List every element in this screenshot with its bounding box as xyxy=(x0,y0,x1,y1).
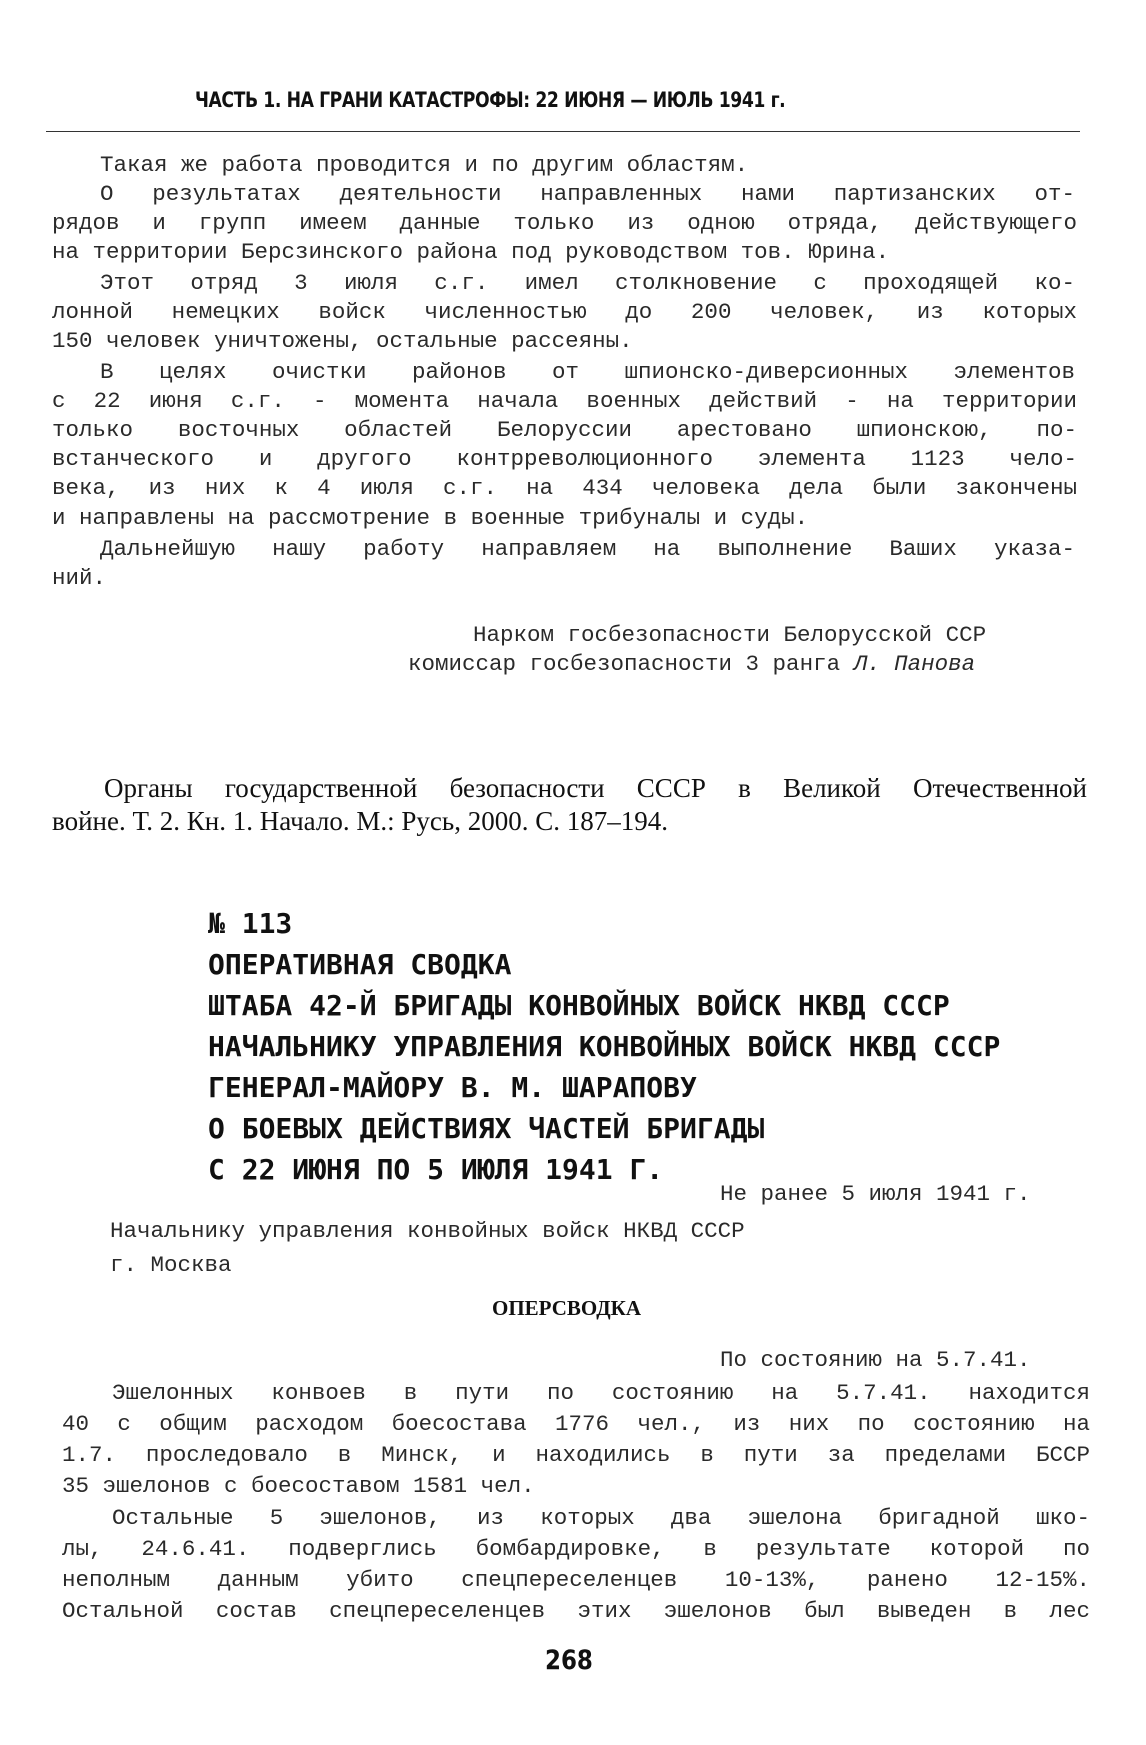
doc2-line: Эшелонных конвоев в пути по состоянию на 5.7.41. находится xyxy=(112,1380,1090,1406)
signature-line-2 xyxy=(408,649,975,679)
doc1-line: Дальнейшую нашу работу направляем на выполнение Ваших указа- xyxy=(100,536,1075,562)
title-line: НАЧАЛЬНИКУ УПРАВЛЕНИЯ КОНВОЙНЫХ ВОЙСК НКВД СССР xyxy=(208,1030,1001,1063)
signature-name: Л. Панова xyxy=(853,651,976,677)
doc1-line: рядов и групп имеем данные только из одною отряда, действующего xyxy=(52,210,1077,236)
doc1-line: 150 человек уничтожены, остальные рассеяны. xyxy=(52,328,633,354)
addressee-line-2: г. Москва xyxy=(110,1252,232,1278)
source-line-1: Органы государственной безопасности СССР в Великой Отечественной xyxy=(104,773,1087,803)
doc1-line: В целях очистки районов от шпионско-диверсионных элементов xyxy=(100,359,1075,385)
doc1-line: ний. xyxy=(52,565,107,591)
doc1-line: на территории Берсзинского района под руководством тов. Юрина. xyxy=(52,239,890,265)
title-line: ГЕНЕРАЛ-МАЙОРУ В. М. ШАРАПОВУ xyxy=(208,1071,697,1104)
header-rule xyxy=(46,131,1080,132)
doc2-line: лы, 24.6.41. подверглись бомбардировке, в результате которой по xyxy=(62,1536,1090,1562)
title-line: О БОЕВЫХ ДЕЙСТВИЯХ ЧАСТЕЙ БРИГАДЫ xyxy=(208,1112,765,1145)
document-title xyxy=(208,903,1000,1190)
source-line-2: войне. Т. 2. Кн. 1. Начало. М.: Русь, 2000. С. 187–194. xyxy=(52,806,668,836)
title-line: ШТАБА 42-Й БРИГАДЫ КОНВОЙНЫХ ВОЙСК НКВД СССР xyxy=(208,989,950,1022)
doc2-line: 35 эшелонов с боесоставом 1581 чел. xyxy=(62,1473,535,1499)
section-heading: ОПЕРСВОДКА xyxy=(492,1296,642,1320)
as-of-date: По состоянию на 5.7.41. xyxy=(720,1347,1031,1373)
document-date: Не ранее 5 июля 1941 г. xyxy=(720,1181,1031,1207)
doc2-line: 40 с общим расходом боесостава 1776 чел., из них по состоянию на xyxy=(62,1411,1090,1437)
doc1-line: Этот отряд 3 июля с.г. имел столкновение с проходящей ко- xyxy=(100,270,1075,296)
title-line: ОПЕРАТИВНАЯ СВОДКА xyxy=(208,948,512,981)
doc1-line: только восточных областей Белоруссии арестовано шпионскою, по- xyxy=(52,417,1077,443)
doc2-line: Остальные 5 эшелонов, из которых два эшелона бригадной шко- xyxy=(112,1505,1090,1531)
addressee-line-1: Начальнику управления конвойных войск НКВД СССР xyxy=(110,1218,745,1244)
doc2-line: Остальной состав спецпереселенцев этих эшелонов был выведен в лес xyxy=(62,1598,1090,1624)
title-line: С 22 ИЮНЯ ПО 5 ИЮЛЯ 1941 Г. xyxy=(208,1153,664,1186)
doc1-line: Такая же работа проводится и по другим областям. xyxy=(100,152,749,178)
signature-line-1: Нарком госбезопасности Белорусской ССР xyxy=(473,622,987,648)
doc1-line: с 22 июня с.г. - момента начала военных действий - на территории xyxy=(52,388,1077,414)
document-number: № 113 xyxy=(208,907,293,940)
doc1-line: века, из них к 4 июля с.г. на 434 человека дела были закончены xyxy=(52,475,1077,501)
doc1-line: О результатах деятельности направленных нами партизанских от- xyxy=(100,181,1075,207)
doc1-line: лонной немецких войск численностью до 200 человек, из которых xyxy=(52,299,1077,325)
doc2-line: 1.7. проследовало в Минск, и находились в пути за пределами БССР xyxy=(62,1442,1090,1468)
signature-title: комиссар госбезопасности 3 ранга xyxy=(408,651,841,677)
page-number: 268 xyxy=(545,1645,593,1676)
doc2-line: неполным данным убито спецпереселенцев 10-13%, ранено 12-15%. xyxy=(62,1567,1090,1593)
doc1-line: встанческого и другого контрреволюционного элемента 1123 чело- xyxy=(52,446,1077,472)
doc1-line: и направлены на рассмотрение в военные трибуналы и суды. xyxy=(52,505,809,531)
running-head: ЧАСТЬ 1. НА ГРАНИ КАТАСТРОФЫ: 22 ИЮНЯ — ИЮЛЬ 1941 г. xyxy=(195,88,786,112)
